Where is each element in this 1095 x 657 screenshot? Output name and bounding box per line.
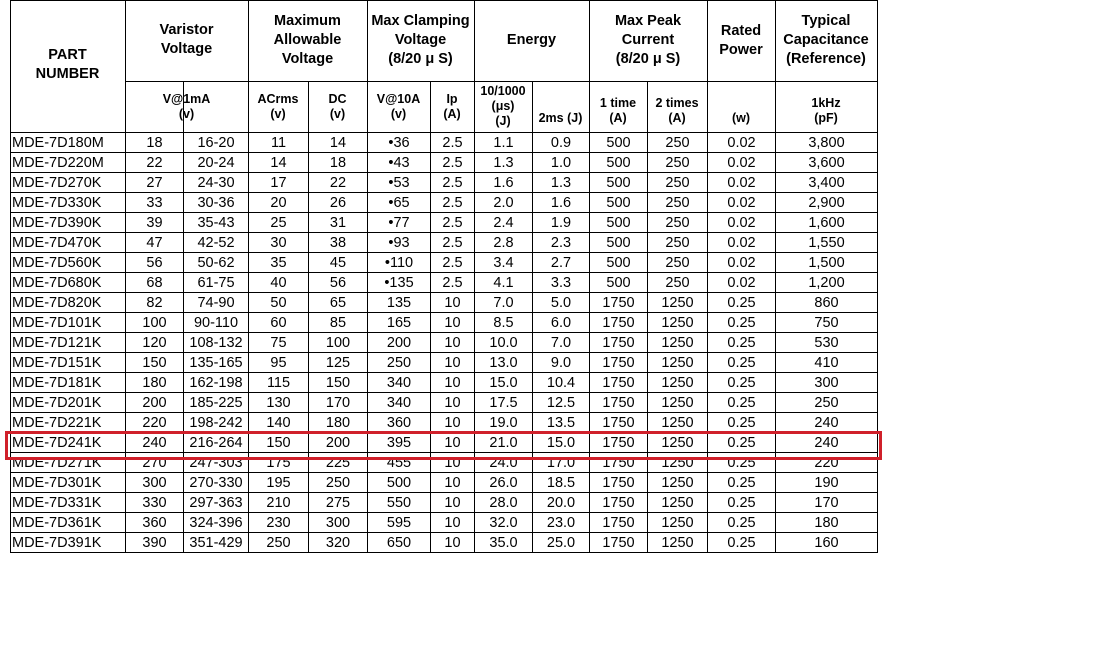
cell-peak-1-time: 500 — [606, 274, 631, 291]
cell-ip: 10 — [444, 394, 461, 411]
cell-acrms: 50 — [270, 294, 287, 311]
cell-energy-10-1000: 17.5 — [489, 394, 518, 411]
cell-ip: 2.5 — [442, 154, 463, 171]
cell-acrms: 250 — [266, 534, 291, 551]
cell-vn: 220 — [142, 414, 167, 431]
cell-energy-2ms: 23.0 — [546, 514, 576, 531]
cell-acrms: 195 — [266, 474, 291, 491]
cell-energy-10-1000: 28.0 — [489, 494, 518, 511]
cell-vn: 22 — [146, 154, 163, 171]
cell-rated-power: 0.25 — [727, 454, 756, 471]
cell-capacitance: 1,500 — [808, 254, 845, 271]
cell-peak-1-time: 1750 — [602, 394, 635, 411]
cell-peak-2-times: 1250 — [661, 394, 694, 411]
cell-peak-2-times: 1250 — [661, 474, 694, 491]
cell-vn-range: 74-90 — [197, 294, 235, 311]
cell-peak-1-time: 1750 — [602, 534, 635, 551]
cell-vn-range: 61-75 — [197, 274, 235, 291]
cell-part-number: MDE-7D180M — [12, 134, 104, 151]
cell-energy-10-1000: 1.1 — [493, 134, 514, 151]
cell-acrms: 40 — [270, 274, 287, 291]
cell-peak-2-times: 1250 — [661, 414, 694, 431]
subheader-1khz: 1kHz (pF) — [811, 95, 841, 125]
cell-ip: 2.5 — [442, 254, 463, 271]
cell-peak-1-time: 1750 — [602, 494, 635, 511]
cell-part-number: MDE-7D560K — [12, 254, 102, 271]
cell-rated-power: 0.25 — [727, 514, 756, 531]
header-energy: Energy — [506, 32, 557, 48]
cell-energy-2ms: 2.3 — [550, 234, 572, 251]
cell-energy-2ms: 15.0 — [546, 434, 576, 451]
cell-peak-1-time: 1750 — [602, 354, 635, 371]
cell-vclamp: 650 — [386, 534, 412, 551]
cell-vn-range: 198-242 — [189, 414, 243, 431]
cell-energy-2ms: 1.3 — [550, 174, 572, 191]
cell-peak-1-time: 1750 — [602, 454, 635, 471]
cell-peak-2-times: 1250 — [661, 314, 694, 331]
cell-rated-power: 0.25 — [727, 474, 756, 491]
cell-part-number: MDE-7D390K — [12, 214, 102, 231]
cell-dc: 320 — [325, 534, 351, 551]
cell-acrms: 75 — [270, 334, 287, 351]
cell-vn-range: 24-30 — [197, 174, 235, 191]
cell-energy-10-1000: 8.5 — [493, 314, 514, 331]
cell-energy-10-1000: 1.3 — [493, 154, 514, 171]
cell-capacitance: 410 — [814, 354, 839, 371]
cell-dc: 85 — [329, 314, 347, 331]
subheader-2-times: 2 times (A) — [655, 95, 699, 125]
cell-vclamp: 200 — [386, 334, 412, 351]
cell-vn: 56 — [146, 254, 163, 271]
cell-part-number: MDE-7D361K — [12, 514, 102, 531]
cell-vclamp: 135 — [386, 294, 412, 311]
cell-dc: 225 — [325, 454, 351, 471]
cell-energy-2ms: 0.9 — [550, 134, 572, 151]
cell-peak-2-times: 1250 — [661, 434, 694, 451]
cell-dc: 200 — [325, 434, 351, 451]
cell-vclamp: 500 — [386, 474, 412, 491]
cell-vn: 47 — [146, 234, 163, 251]
cell-ip: 10 — [444, 434, 461, 451]
cell-peak-1-time: 500 — [606, 174, 631, 191]
cell-dc: 150 — [325, 374, 351, 391]
cell-acrms: 175 — [266, 454, 291, 471]
cell-energy-2ms: 1.6 — [550, 194, 572, 211]
cell-vclamp: •77 — [388, 214, 410, 231]
cell-rated-power: 0.02 — [727, 194, 756, 211]
cell-dc: 45 — [329, 254, 347, 271]
cell-vn-range: 108-132 — [189, 334, 243, 351]
cell-rated-power: 0.02 — [727, 154, 756, 171]
cell-peak-1-time: 500 — [606, 234, 631, 251]
column-border — [877, 0, 878, 552]
subheader-acrms: ACrms (v) — [257, 91, 299, 121]
cell-rated-power: 0.02 — [727, 174, 756, 191]
cell-part-number: MDE-7D151K — [12, 354, 102, 371]
cell-ip: 10 — [444, 514, 461, 531]
cell-capacitance: 860 — [814, 294, 839, 311]
cell-vn: 180 — [142, 374, 167, 391]
cell-ip: 10 — [444, 314, 461, 331]
cell-energy-2ms: 1.0 — [550, 154, 572, 171]
cell-energy-2ms: 17.0 — [546, 454, 576, 471]
cell-acrms: 95 — [270, 354, 287, 371]
cell-part-number: MDE-7D820K — [12, 294, 102, 311]
cell-peak-2-times: 250 — [665, 134, 690, 151]
cell-dc: 125 — [325, 354, 351, 371]
cell-energy-2ms: 1.9 — [550, 214, 572, 231]
cell-dc: 300 — [325, 514, 351, 531]
cell-part-number: MDE-7D221K — [12, 414, 102, 431]
subheader-ip: Ip (A) — [443, 91, 461, 121]
cell-part-number: MDE-7D181K — [12, 374, 102, 391]
cell-energy-10-1000: 7.0 — [493, 294, 514, 311]
cell-vclamp: •53 — [388, 174, 410, 191]
cell-peak-1-time: 1750 — [602, 414, 635, 431]
cell-energy-10-1000: 21.0 — [489, 434, 518, 451]
cell-vn-range: 162-198 — [189, 374, 243, 391]
cell-ip: 10 — [444, 334, 461, 351]
cell-vclamp: •93 — [388, 234, 410, 251]
cell-dc: 14 — [329, 134, 347, 151]
cell-rated-power: 0.25 — [727, 434, 756, 451]
subheader-v-at-1ma: V@1mA (v) — [162, 91, 211, 121]
cell-energy-10-1000: 2.4 — [493, 214, 514, 231]
cell-dc: 100 — [325, 334, 351, 351]
cell-acrms: 20 — [270, 194, 287, 211]
subheader-dc: DC (v) — [328, 91, 347, 121]
cell-part-number: MDE-7D220M — [12, 154, 104, 171]
cell-dc: 56 — [329, 274, 347, 291]
cell-capacitance: 250 — [814, 394, 839, 411]
cell-capacitance: 1,550 — [808, 234, 845, 251]
cell-dc: 26 — [329, 194, 347, 211]
cell-peak-2-times: 250 — [665, 274, 690, 291]
cell-acrms: 30 — [270, 234, 287, 251]
cell-vn: 390 — [142, 534, 167, 551]
cell-peak-2-times: 1250 — [661, 294, 694, 311]
cell-energy-10-1000: 2.0 — [493, 194, 514, 211]
cell-vn-range: 30-36 — [197, 194, 235, 211]
cell-rated-power: 0.25 — [727, 334, 756, 351]
cell-energy-2ms: 6.0 — [550, 314, 572, 331]
cell-peak-1-time: 1750 — [602, 314, 635, 331]
cell-energy-10-1000: 13.0 — [489, 354, 518, 371]
cell-rated-power: 0.25 — [727, 394, 756, 411]
cell-acrms: 60 — [270, 314, 287, 331]
cell-capacitance: 2,900 — [808, 194, 845, 211]
cell-part-number: MDE-7D271K — [12, 454, 102, 471]
cell-acrms: 25 — [270, 214, 287, 231]
cell-energy-10-1000: 4.1 — [493, 274, 514, 291]
cell-capacitance: 530 — [814, 334, 839, 351]
cell-rated-power: 0.25 — [727, 354, 756, 371]
cell-capacitance: 300 — [814, 374, 839, 391]
cell-vclamp: 455 — [386, 454, 412, 471]
cell-capacitance: 1,200 — [808, 274, 845, 291]
cell-capacitance: 750 — [814, 314, 839, 331]
row-divider — [10, 552, 878, 553]
cell-capacitance: 240 — [814, 414, 839, 431]
cell-vn: 200 — [142, 394, 167, 411]
cell-energy-10-1000: 15.0 — [489, 374, 518, 391]
cell-vn: 82 — [146, 294, 163, 311]
cell-vn-range: 35-43 — [197, 214, 235, 231]
cell-peak-1-time: 500 — [606, 154, 631, 171]
cell-peak-2-times: 1250 — [661, 514, 694, 531]
cell-acrms: 115 — [266, 374, 291, 391]
cell-acrms: 210 — [266, 494, 291, 511]
header-max-clamping-voltage: Max Clamping Voltage (8/20 μ S) — [371, 13, 470, 67]
cell-rated-power: 0.25 — [727, 534, 756, 551]
cell-vn: 18 — [146, 134, 163, 151]
cell-rated-power: 0.25 — [727, 494, 756, 511]
cell-peak-1-time: 500 — [606, 134, 631, 151]
cell-vclamp: •36 — [388, 134, 410, 151]
cell-energy-2ms: 7.0 — [550, 334, 572, 351]
cell-energy-2ms: 20.0 — [546, 494, 576, 511]
cell-part-number: MDE-7D391K — [12, 534, 102, 551]
cell-vn: 300 — [142, 474, 167, 491]
header-max-allowable-voltage: Maximum Allowable Voltage — [273, 13, 342, 67]
cell-part-number: MDE-7D680K — [12, 274, 102, 291]
cell-vclamp: 595 — [386, 514, 412, 531]
cell-ip: 2.5 — [442, 214, 463, 231]
cell-energy-10-1000: 1.6 — [493, 174, 514, 191]
cell-part-number: MDE-7D121K — [12, 334, 102, 351]
cell-vn: 100 — [142, 314, 167, 331]
cell-vn-range: 185-225 — [189, 394, 243, 411]
cell-vn-range: 351-429 — [189, 534, 243, 551]
cell-ip: 10 — [444, 454, 461, 471]
cell-ip: 2.5 — [442, 234, 463, 251]
cell-peak-1-time: 500 — [606, 214, 631, 231]
cell-capacitance: 3,600 — [808, 154, 845, 171]
cell-peak-2-times: 1250 — [661, 354, 694, 371]
cell-capacitance: 3,400 — [808, 174, 845, 191]
cell-peak-1-time: 1750 — [602, 474, 635, 491]
cell-dc: 250 — [325, 474, 351, 491]
cell-vn-range: 90-110 — [193, 314, 239, 331]
cell-vn-range: 270-330 — [189, 474, 243, 491]
cell-vn-range: 324-396 — [189, 514, 243, 531]
cell-peak-1-time: 500 — [606, 254, 631, 271]
cell-energy-10-1000: 3.4 — [493, 254, 514, 271]
cell-vn-range: 135-165 — [189, 354, 243, 371]
cell-peak-2-times: 1250 — [661, 534, 694, 551]
cell-capacitance: 170 — [814, 494, 839, 511]
cell-peak-1-time: 1750 — [602, 294, 635, 311]
cell-acrms: 14 — [270, 154, 287, 171]
cell-capacitance: 1,600 — [808, 214, 845, 231]
cell-rated-power: 0.25 — [727, 314, 756, 331]
cell-part-number: MDE-7D101K — [12, 314, 102, 331]
cell-peak-2-times: 1250 — [661, 334, 694, 351]
cell-energy-10-1000: 35.0 — [489, 534, 518, 551]
cell-rated-power: 0.02 — [727, 274, 756, 291]
cell-vn: 240 — [142, 434, 167, 451]
subheader-energy-10-1000: 10/1000 (μs) (J) — [480, 84, 526, 128]
cell-vclamp: •43 — [388, 154, 410, 171]
cell-ip: 10 — [444, 474, 461, 491]
cell-energy-2ms: 2.7 — [550, 254, 572, 271]
cell-energy-10-1000: 10.0 — [489, 334, 518, 351]
cell-energy-10-1000: 24.0 — [489, 454, 518, 471]
cell-peak-2-times: 250 — [665, 254, 690, 271]
cell-vn: 330 — [142, 494, 167, 511]
cell-ip: 2.5 — [442, 194, 463, 211]
cell-dc: 18 — [329, 154, 347, 171]
highlighted-row-box — [5, 431, 882, 460]
cell-rated-power: 0.25 — [727, 414, 756, 431]
cell-dc: 180 — [325, 414, 351, 431]
cell-acrms: 230 — [266, 514, 291, 531]
cell-capacitance: 3,800 — [808, 134, 845, 151]
cell-dc: 38 — [329, 234, 347, 251]
cell-energy-2ms: 13.5 — [546, 414, 576, 431]
cell-capacitance: 180 — [814, 514, 839, 531]
cell-energy-2ms: 12.5 — [546, 394, 576, 411]
subheader-energy-2ms: 2ms (J) — [538, 110, 583, 125]
cell-peak-2-times: 250 — [665, 154, 690, 171]
cell-energy-2ms: 10.4 — [546, 374, 576, 391]
cell-ip: 10 — [444, 414, 461, 431]
cell-ip: 2.5 — [442, 174, 463, 191]
header-max-peak-current: Max Peak Current (8/20 μ S) — [614, 13, 682, 67]
cell-vn-range: 297-363 — [189, 494, 243, 511]
cell-dc: 275 — [325, 494, 351, 511]
cell-acrms: 150 — [266, 434, 291, 451]
cell-acrms: 11 — [270, 134, 287, 151]
cell-dc: 31 — [329, 214, 347, 231]
cell-ip: 10 — [444, 534, 461, 551]
cell-peak-1-time: 1750 — [602, 514, 635, 531]
subheader-1-time: 1 time (A) — [599, 95, 637, 125]
cell-energy-10-1000: 19.0 — [489, 414, 518, 431]
cell-energy-10-1000: 32.0 — [489, 514, 518, 531]
header-part-number: PART NUMBER — [35, 47, 100, 82]
cell-vclamp: •110 — [384, 254, 414, 271]
cell-ip: 2.5 — [442, 274, 463, 291]
subheader-power-unit: (w) — [731, 110, 751, 125]
cell-rated-power: 0.25 — [727, 294, 756, 311]
cell-capacitance: 160 — [814, 534, 839, 551]
cell-vn: 39 — [146, 214, 163, 231]
cell-energy-2ms: 9.0 — [550, 354, 572, 371]
cell-peak-2-times: 250 — [665, 194, 690, 211]
cell-vn: 150 — [142, 354, 167, 371]
cell-ip: 10 — [444, 494, 461, 511]
cell-vn: 68 — [146, 274, 163, 291]
cell-part-number: MDE-7D301K — [12, 474, 102, 491]
header-varistor-voltage: Varistor Voltage — [159, 22, 214, 57]
cell-peak-1-time: 1750 — [602, 434, 635, 451]
cell-vn-range: 247-303 — [189, 454, 243, 471]
cell-vn-range: 216-264 — [189, 434, 243, 451]
cell-vclamp: 250 — [386, 354, 412, 371]
header-rated-power: Rated Power — [719, 22, 763, 58]
cell-vn-range: 20-24 — [197, 154, 235, 171]
cell-acrms: 17 — [270, 174, 287, 191]
cell-peak-2-times: 1250 — [661, 454, 694, 471]
cell-vclamp: 360 — [386, 414, 412, 431]
cell-rated-power: 0.02 — [727, 134, 756, 151]
cell-vn: 33 — [146, 194, 163, 211]
cell-energy-10-1000: 2.8 — [493, 234, 514, 251]
cell-rated-power: 0.02 — [727, 254, 756, 271]
subheader-v-at-10a: V@10A (v) — [376, 91, 421, 121]
cell-peak-2-times: 1250 — [661, 494, 694, 511]
cell-vn-range: 50-62 — [197, 254, 235, 271]
cell-peak-2-times: 1250 — [661, 374, 694, 391]
cell-peak-1-time: 1750 — [602, 334, 635, 351]
cell-vclamp: 165 — [386, 314, 412, 331]
cell-ip: 10 — [444, 374, 461, 391]
header-typical-capacitance: Typical Capacitance (Reference) — [783, 13, 869, 67]
cell-vclamp: 340 — [386, 374, 412, 391]
cell-vn-range: 16-20 — [197, 134, 235, 151]
cell-acrms: 35 — [270, 254, 287, 271]
cell-capacitance: 220 — [814, 454, 839, 471]
cell-vclamp: 395 — [386, 434, 412, 451]
cell-dc: 170 — [325, 394, 351, 411]
cell-vn: 120 — [142, 334, 167, 351]
cell-peak-1-time: 1750 — [602, 374, 635, 391]
cell-dc: 22 — [329, 174, 347, 191]
cell-rated-power: 0.02 — [727, 234, 756, 251]
cell-rated-power: 0.02 — [727, 214, 756, 231]
cell-vclamp: •135 — [384, 274, 414, 291]
cell-peak-2-times: 250 — [665, 234, 690, 251]
cell-peak-2-times: 250 — [665, 174, 690, 191]
cell-acrms: 140 — [266, 414, 291, 431]
cell-ip: 10 — [444, 354, 461, 371]
cell-part-number: MDE-7D330K — [12, 194, 102, 211]
cell-peak-2-times: 250 — [665, 214, 690, 231]
cell-energy-2ms: 5.0 — [550, 294, 572, 311]
cell-capacitance: 190 — [814, 474, 839, 491]
cell-part-number: MDE-7D470K — [12, 234, 102, 251]
cell-ip: 10 — [444, 294, 461, 311]
cell-energy-2ms: 25.0 — [546, 534, 576, 551]
cell-vclamp: •65 — [388, 194, 410, 211]
cell-vn: 27 — [146, 174, 163, 191]
cell-rated-power: 0.25 — [727, 374, 756, 391]
cell-part-number: MDE-7D270K — [12, 174, 102, 191]
cell-vclamp: 340 — [386, 394, 412, 411]
cell-vn: 270 — [142, 454, 167, 471]
cell-vn: 360 — [142, 514, 167, 531]
cell-energy-2ms: 3.3 — [550, 274, 572, 291]
cell-vclamp: 550 — [386, 494, 412, 511]
cell-energy-2ms: 18.5 — [546, 474, 576, 491]
cell-peak-1-time: 500 — [606, 194, 631, 211]
cell-capacitance: 240 — [814, 434, 839, 451]
cell-vn-range: 42-52 — [197, 234, 235, 251]
cell-energy-10-1000: 26.0 — [489, 474, 518, 491]
cell-part-number: MDE-7D241K — [12, 434, 102, 451]
cell-acrms: 130 — [266, 394, 291, 411]
cell-part-number: MDE-7D201K — [12, 394, 102, 411]
cell-ip: 2.5 — [442, 134, 463, 151]
cell-part-number: MDE-7D331K — [12, 494, 102, 511]
cell-dc: 65 — [329, 294, 347, 311]
